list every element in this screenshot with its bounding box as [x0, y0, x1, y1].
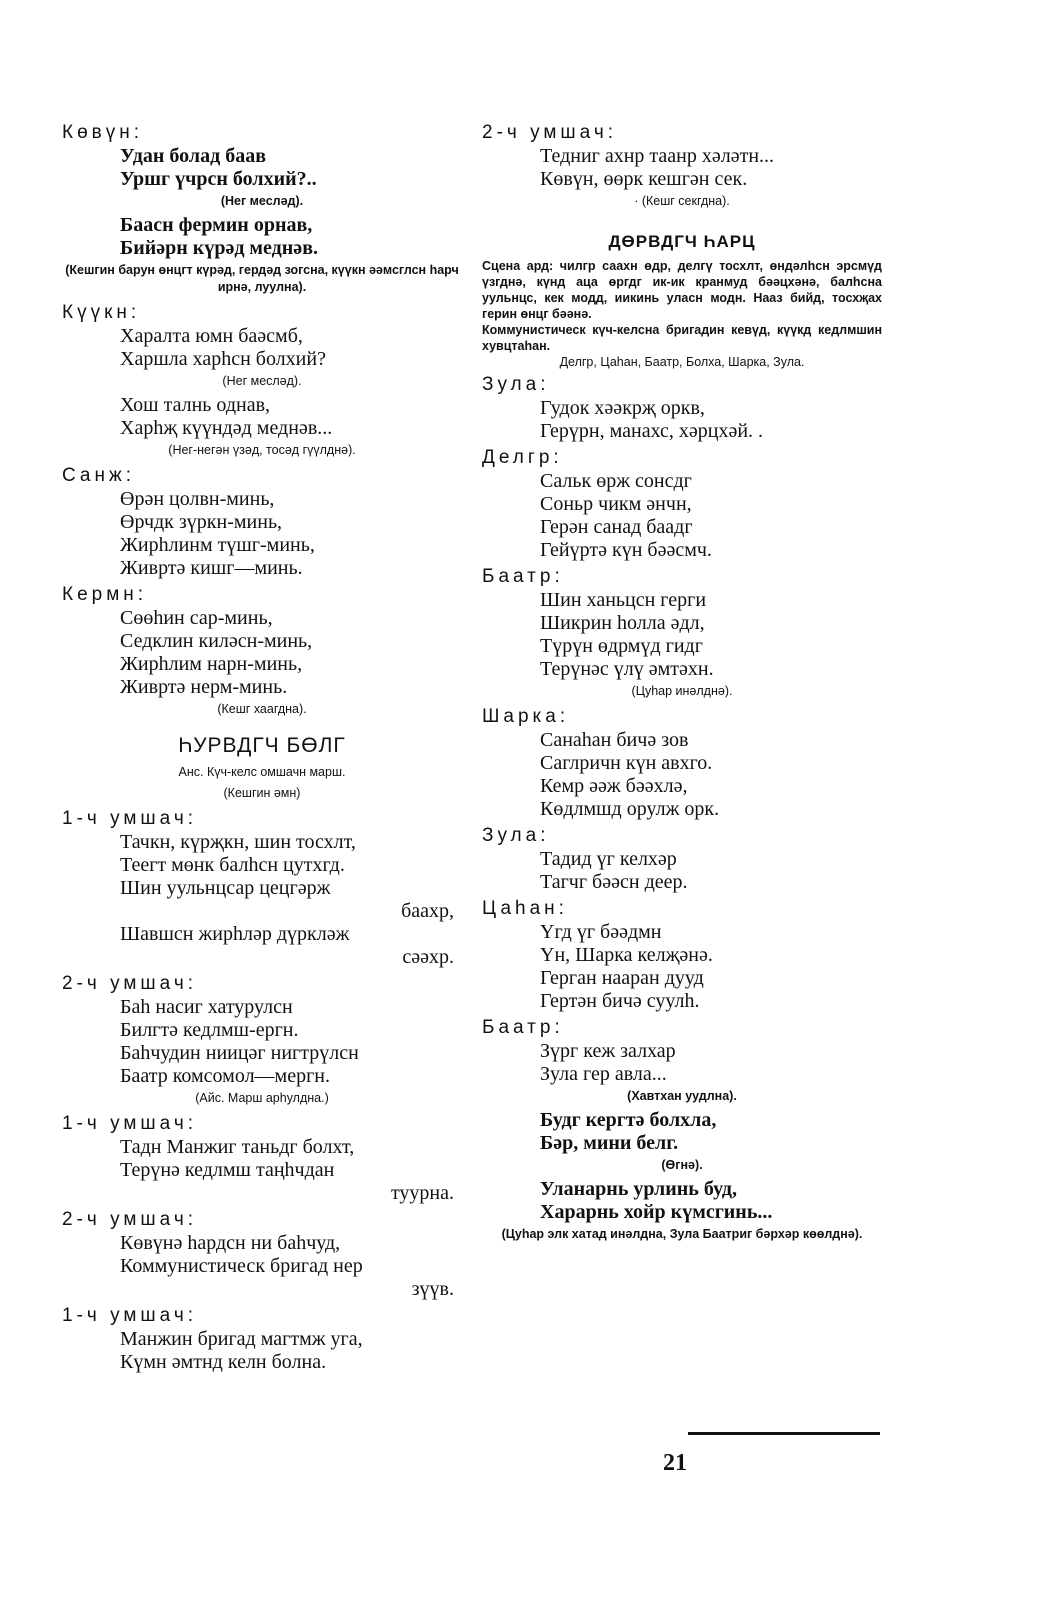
scene-description: Сцена ард: чилгр саахн өдр, делгү тосхлт, өндәлһсн эрсмүд үзгднә, күнд аца өргдг ик-ик кранмуд бәәцхәнә, балһсна уульнцс, кек модд, иикинь уласн модн. Нааз бийд, тосхҗах герин өнцг бәәнә. — [482, 259, 882, 321]
verse-line: Шикрин һолла әдл, — [540, 612, 705, 634]
verse-line: Санаһан бичә зов — [540, 729, 689, 751]
footer-rule — [688, 1432, 880, 1435]
block-reader1c — [62, 1303, 462, 1374]
verse-line: Гертән бичә суулһ. — [540, 990, 700, 1012]
verse-line-wrap: баахр, — [401, 900, 454, 922]
block-kuukn — [62, 300, 462, 459]
block-tsagan — [482, 896, 882, 1013]
speaker-name: Көвүн: — [62, 122, 143, 143]
verse-line: Терүнәс үлү әмтәхн. — [540, 658, 714, 680]
stage-direction: Анс. Күч-келс омшачн марш. — [178, 765, 346, 779]
block-reader2c — [482, 120, 882, 210]
verse-line: Харарнь хойр күмсгинь... — [540, 1201, 773, 1223]
verse-line: Терүнә кедлмш таңһчдан — [120, 1159, 335, 1181]
stage-direction: (Кешг хаагдна). — [217, 702, 307, 716]
verse-line: Тедниг ахнр таанр хәләтн... — [540, 145, 775, 167]
verse-line: Теегт мөнк балһсн цутхгд. — [120, 854, 345, 876]
stage-direction: (Өгнә). — [661, 1158, 703, 1172]
verse-line: Соньр чикм әнчн, — [540, 493, 692, 515]
verse-line: Кемр әәж бәәхлә, — [540, 775, 688, 797]
block-sanzh — [62, 463, 462, 580]
block-zula — [482, 372, 882, 443]
verse-line: Герган нааран дууд — [540, 967, 704, 989]
verse-line: Зүрг кеж залхар — [540, 1040, 676, 1062]
block-baatr — [482, 564, 882, 700]
verse-line-wrap: сәәхр. — [402, 946, 454, 968]
left-column — [62, 118, 462, 1374]
verse-line: Тадн Манжиг таньдг болхт, — [120, 1136, 355, 1158]
block-reader1b — [62, 1111, 462, 1205]
verse-line: Тагчг бәәсн деер. — [540, 871, 688, 893]
verse-line: Үгд үг бәәдмн — [540, 921, 662, 943]
stage-direction: (Нег месләд). — [220, 194, 304, 208]
verse-line: Седклин киләсн-минь, — [120, 630, 313, 652]
block-sharka — [482, 704, 882, 821]
verse-line: Баасн фермин орнав, — [120, 214, 313, 236]
verse-line: Герүрн, манахс, хәрцхәй. . — [540, 420, 764, 442]
speaker-name: Цаһан: — [482, 898, 568, 919]
speaker-name: 2-ч умшач: — [62, 1209, 197, 1230]
verse-line: Жирһлинм түшг-минь, — [120, 534, 315, 556]
verse-line-wrap: туурна. — [390, 1182, 454, 1204]
speaker-name: 1-ч умшач: — [62, 1305, 197, 1326]
verse-line: Билгтә кедлмш-ергн. — [120, 1019, 299, 1041]
block-reader2b — [62, 1207, 462, 1301]
speaker-name: Шарка: — [482, 706, 570, 727]
block-baatr2 — [482, 1015, 882, 1243]
speaker-name: Кермн: — [62, 584, 148, 605]
block-reader2 — [62, 971, 462, 1107]
verse-line: Гудок хәәкрҗ оркв, — [540, 397, 705, 419]
verse-line: Өрчдк зүркн-минь, — [120, 511, 283, 533]
verse-line: Хош талнь однав, — [120, 394, 271, 416]
speaker-name: 1-ч умшач: — [62, 808, 197, 829]
verse-line: Бийәрн күрәд меднәв. — [120, 237, 318, 259]
block-kovun — [62, 120, 462, 296]
verse-line: Бәр, мини белг. — [540, 1132, 679, 1154]
verse-line: Коммунистическ бригад нер — [120, 1255, 363, 1277]
verse-line: Баһчудин ниицәг нигтрүлсн — [120, 1042, 359, 1064]
speaker-name: 2-ч умшач: — [482, 122, 617, 143]
verse-line: Көвүнә һардсн ни баһчуд, — [120, 1232, 341, 1254]
verse-line: Гейүртә күн бәәсмч. — [540, 539, 712, 561]
section-heading: ДӨРВДГЧ ҺАРЦ — [608, 232, 756, 251]
verse-line: Көдлмшд орулж орк. — [540, 798, 720, 820]
verse-line: Живртә кишг—минь. — [120, 557, 303, 579]
verse-line: Шавшсн жирһләр дүркләж — [120, 923, 350, 945]
verse-line: Удан болад баав — [120, 145, 267, 167]
block-delgr — [482, 445, 882, 562]
verse-line: Сөөһин сар-минь, — [120, 607, 273, 629]
cast-list: Делгр, Цаһан, Баатр, Болха, Шарка, Зула. — [559, 355, 805, 369]
speaker-name: Зула: — [482, 374, 550, 395]
stage-direction: (Кешгин барун өнцгт күрәд, гердәд зогсна, күүкн әәмсглсн һарч ирнә, луулна). — [65, 263, 459, 294]
verse-line: Сальк өрж сонсдг — [540, 470, 692, 492]
section-heading: ҺУРВДГЧ БӨЛГ — [178, 734, 346, 757]
scene-description: Коммунистическ күч-келсна бригадин кевүд, күүкд кедлмшин хувцтаһан. — [482, 323, 882, 353]
verse-line: Харһҗ күүндәд меднәв... — [120, 417, 333, 439]
verse-line: Баатр комсомол—мергн. — [120, 1065, 330, 1087]
stage-direction: (Цуһар элк хатад инәлдна, Зула Баатриг бәрхәр көөлднә). — [501, 1227, 863, 1241]
speaker-name: Зула: — [482, 825, 550, 846]
verse-line: Үн, Шарка келҗәнә. — [540, 944, 713, 966]
block-kermn — [62, 582, 462, 718]
stage-direction: (Кешгин әмн) — [223, 786, 301, 800]
stage-direction: · (Кешг секгдна). — [634, 194, 730, 208]
verse-line: Өрән цолвн-минь, — [120, 488, 275, 510]
stage-direction: (Айс. Марш арһулдна.) — [195, 1091, 329, 1105]
speaker-name: 2-ч умшач: — [62, 973, 197, 994]
speaker-name: Күүкн: — [62, 302, 141, 323]
stage-direction: (Хавтхан уудлна). — [627, 1089, 737, 1103]
verse-line: Күмн әмтнд келн болна. — [120, 1351, 327, 1373]
page-number: 21 — [663, 1450, 687, 1476]
stage-direction: (Нег-негән үзәд, тосәд гүүлднә). — [168, 443, 356, 457]
verse-line: Көвүн, өөрк кешгән сек. — [540, 168, 748, 190]
verse-line: Будг кергтә болхла, — [540, 1109, 717, 1131]
stage-direction: (Цуһар инәлднә). — [631, 684, 733, 698]
block-reader1 — [62, 806, 462, 969]
verse-line: Харалта юмн баәсмб, — [120, 325, 303, 347]
speaker-name: Делгр: — [482, 447, 563, 468]
verse-line: Тадид үг келхәр — [540, 848, 677, 870]
verse-line-wrap: зүүв. — [411, 1278, 454, 1300]
speaker-name: 1-ч умшач: — [62, 1113, 197, 1134]
verse-line: Герән санад баадг — [540, 516, 693, 538]
verse-line: Шин ханьцсн герги — [540, 589, 707, 611]
verse-line: Зула гер авла... — [540, 1063, 667, 1085]
speaker-name: Санж: — [62, 465, 135, 486]
stage-direction: (Нег месләд). — [222, 374, 302, 388]
speaker-name: Баатр: — [482, 1017, 564, 1038]
verse-line: Тачкн, күрҗкн, шин тосхлт, — [120, 831, 356, 853]
speaker-name: Баатр: — [482, 566, 564, 587]
verse-line: Баһ насиг хатурулсн — [120, 996, 293, 1018]
block-zula2 — [482, 823, 882, 894]
verse-line: Саглричн күн авхго. — [540, 752, 713, 774]
verse-line: Уланарнь урлинь буд, — [540, 1178, 737, 1200]
verse-line: Манжин бригад магтмж уга, — [120, 1328, 363, 1350]
verse-line: Харшла харһсн болхий? — [120, 348, 326, 370]
verse-line: Уршг үчрсн болхий?.. — [120, 168, 317, 190]
right-column — [482, 118, 882, 1247]
verse-line: Живртә нерм-минь. — [120, 676, 288, 698]
verse-line: Түрүн өдрмүд гидг — [540, 635, 703, 657]
verse-line: Шин уульнцсар цецгәрж — [120, 877, 331, 899]
verse-line: Жирһлим нарн-минь, — [120, 653, 303, 675]
